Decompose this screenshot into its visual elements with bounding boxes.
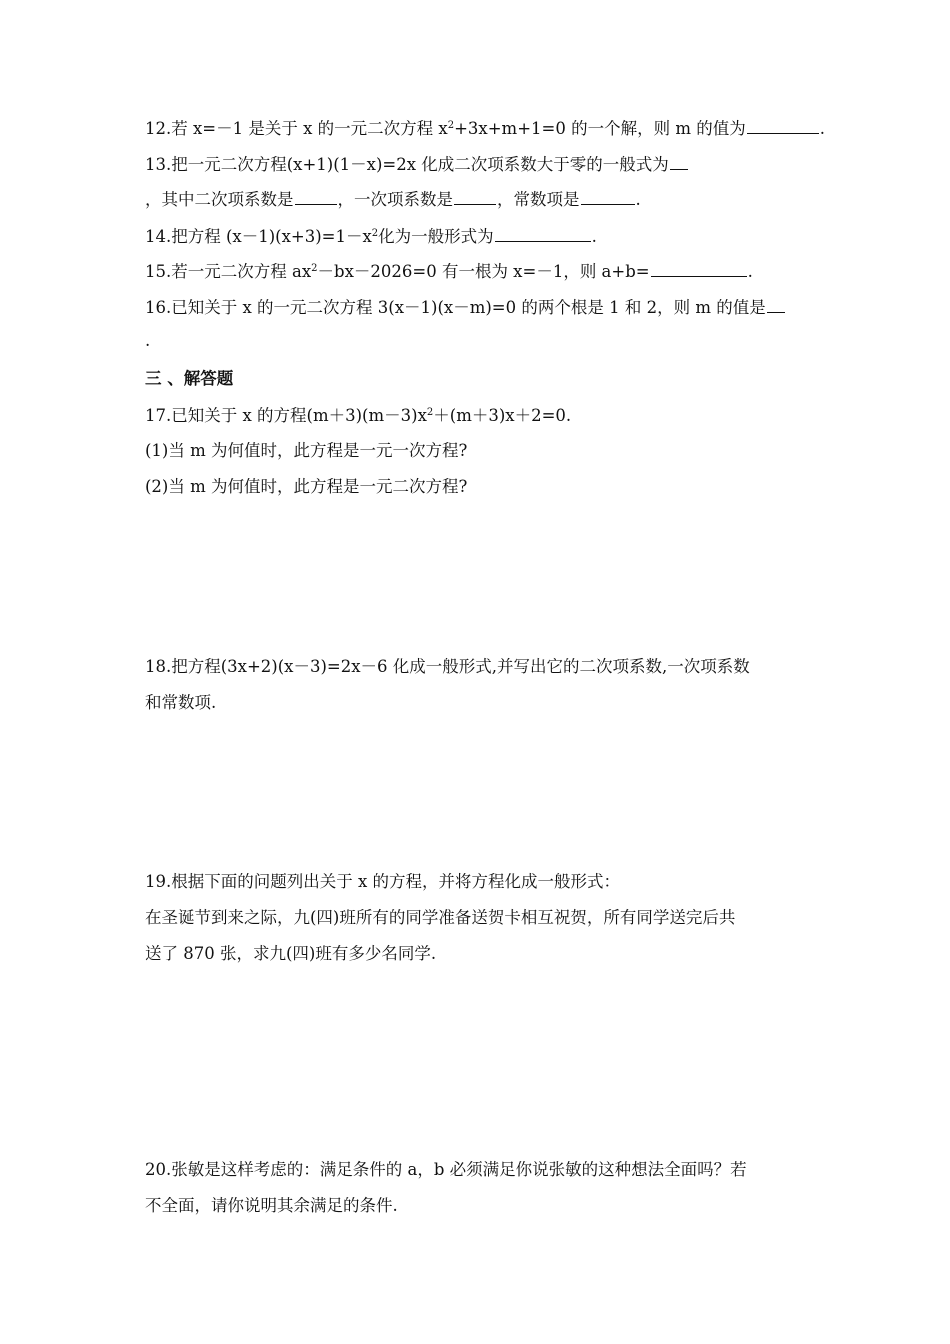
question-19-line-2: 在圣诞节到来之际，九(四)班所有的同学准备送贺卡相互祝贺，所有同学送完后共 — [145, 908, 736, 927]
question-18-line-1: 18.把方程(3x+2)(x－3)=2x－6 化成一般形式,并写出它的二次项系数,一次项系数 — [145, 657, 750, 676]
question-17: 17.已知关于 x 的方程$(m+3)(m-3)x^2+(m+3)x+2=0$. — [145, 406, 572, 425]
question-17-part-1: (1)当 m 为何值时，此方程是一元一次方程? — [145, 441, 468, 460]
answer-blank[interactable] — [651, 260, 747, 277]
answer-blank[interactable] — [454, 188, 496, 205]
answer-blank[interactable] — [495, 225, 591, 242]
answer-blank[interactable] — [670, 153, 688, 170]
section-heading: 三 、解答题 — [145, 369, 234, 388]
question-13-line-2: ，其中二次项系数是 ，一次项系数是 ，常数项是 . — [145, 190, 641, 209]
question-16-line-1: 16.已知关于 x 的一元二次方程 3(x－1)(x－m)=0 的两个根是 1 和 2，则 m 的值是 — [145, 296, 786, 319]
question-20-line-1: 20.张敏是这样考虑的：满足条件的 a，b 必须满足你说张敏的这种想法全面吗？若 — [145, 1160, 747, 1179]
question-19-line-1: 19.根据下面的问题列出关于 x 的方程，并将方程化成一般形式： — [145, 872, 621, 891]
answer-blank[interactable] — [581, 188, 635, 205]
question-15: 15.若一元二次方程 $ax^2-bx-2026=0$ 有一根为 x=－1，则 a+b= . — [145, 262, 753, 281]
question-12: 12.若 x=－1 是关于 x 的一元二次方程 $x^2+3x+m+1=0$ 的一个解，则 m 的值为 . — [145, 119, 825, 138]
question-14: 14.把方程 $(x-1)(x+3)=1-x^2$化为一般形式为 . — [145, 227, 597, 246]
answer-blank[interactable] — [747, 117, 819, 134]
answer-blank[interactable] — [767, 296, 785, 313]
question-18-line-2: 和常数项. — [145, 693, 217, 712]
question-20-line-2: 不全面，请你说明其余满足的条件. — [145, 1196, 398, 1215]
question-16-line-2: . — [145, 331, 151, 350]
answer-blank[interactable] — [295, 188, 337, 205]
question-17-part-2: (2)当 m 为何值时，此方程是一元二次方程? — [145, 477, 468, 496]
question-19-line-3: 送了 870 张，求九(四)班有多少名同学. — [145, 944, 437, 963]
question-13-line-1: 13.把一元二次方程(x+1)(1－x)=2x 化成二次项系数大于零的一般式为 — [145, 153, 689, 176]
